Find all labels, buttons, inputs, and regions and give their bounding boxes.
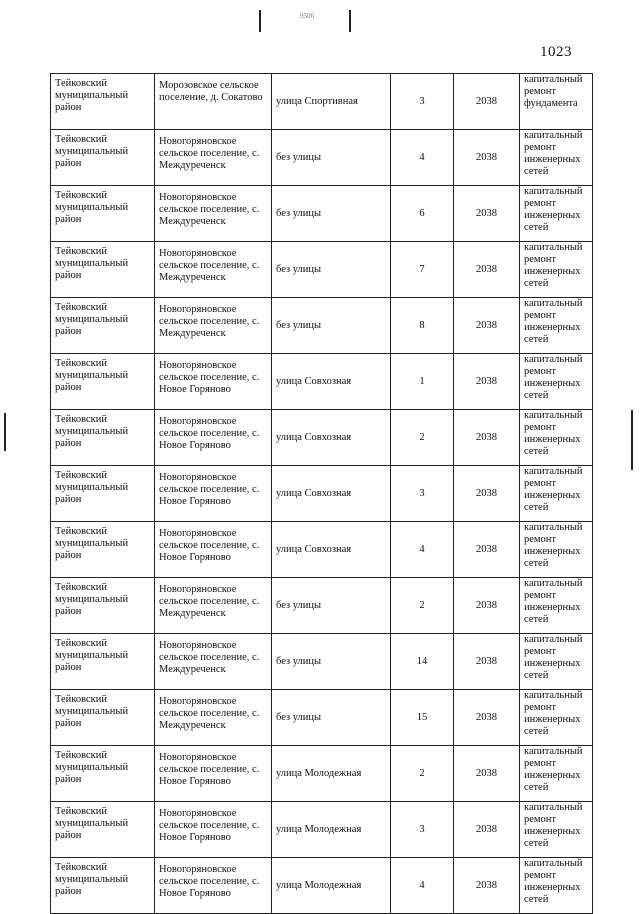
work-type-cell: капитальный ремонт инженерных сетей xyxy=(520,690,593,746)
district-cell: Тейковский муниципальный район xyxy=(51,74,155,130)
work-type-cell: капитальный ремонт инженерных сетей xyxy=(520,746,593,802)
year-cell: 2038 xyxy=(454,690,520,746)
work-type-cell: капитальный ремонт инженерных сетей xyxy=(520,130,593,186)
table-row xyxy=(51,466,593,522)
street-cell: без улицы xyxy=(272,186,391,242)
scan-mark-left xyxy=(4,413,6,451)
house-number-cell: 4 xyxy=(391,522,454,578)
table-row xyxy=(51,130,593,186)
street-cell: улица Молодежная xyxy=(272,858,391,914)
house-number-cell: 1 xyxy=(391,354,454,410)
district-cell: Тейковский муниципальный район xyxy=(51,690,155,746)
house-number-cell: 6 xyxy=(391,186,454,242)
house-number-cell: 2 xyxy=(391,410,454,466)
year-cell: 2038 xyxy=(454,242,520,298)
table-row xyxy=(51,802,593,858)
year-cell: 2038 xyxy=(454,130,520,186)
page-number: 1023 xyxy=(540,44,572,60)
scan-mark-right xyxy=(631,410,633,470)
year-cell: 2038 xyxy=(454,578,520,634)
year-cell: 2038 xyxy=(454,522,520,578)
work-type-cell: капитальный ремонт инженерных сетей xyxy=(520,466,593,522)
settlement-cell: Новогоряновское сельское поселение, с. Междуреченск xyxy=(155,690,272,746)
district-cell: Тейковский муниципальный район xyxy=(51,354,155,410)
settlement-cell: Новогоряновское сельское поселение, с. Новое Горяново xyxy=(155,522,272,578)
year-cell: 2038 xyxy=(454,186,520,242)
house-number-cell: 8 xyxy=(391,298,454,354)
year-cell: 2038 xyxy=(454,466,520,522)
street-cell: улица Совхозная xyxy=(272,354,391,410)
work-type-cell: капитальный ремонт инженерных сетей xyxy=(520,522,593,578)
district-cell: Тейковский муниципальный район xyxy=(51,634,155,690)
house-number-cell: 15 xyxy=(391,690,454,746)
district-cell: Тейковский муниципальный район xyxy=(51,858,155,914)
year-cell: 2038 xyxy=(454,858,520,914)
street-cell: без улицы xyxy=(272,130,391,186)
district-cell: Тейковский муниципальный район xyxy=(51,522,155,578)
district-cell: Тейковский муниципальный район xyxy=(51,298,155,354)
table-row xyxy=(51,634,593,690)
repair-schedule-table xyxy=(50,73,593,914)
house-number-cell: 4 xyxy=(391,858,454,914)
year-cell: 2038 xyxy=(454,746,520,802)
district-cell: Тейковский муниципальный район xyxy=(51,186,155,242)
street-cell: улица Совхозная xyxy=(272,466,391,522)
table-row xyxy=(51,690,593,746)
street-cell: улица Молодежная xyxy=(272,746,391,802)
table-row xyxy=(51,298,593,354)
work-type-cell: капитальный ремонт инженерных сетей xyxy=(520,578,593,634)
year-cell: 2038 xyxy=(454,634,520,690)
settlement-cell: Новогоряновское сельское поселение, с. Междуреченск xyxy=(155,242,272,298)
district-cell: Тейковский муниципальный район xyxy=(51,466,155,522)
work-type-cell: капитальный ремонт инженерных сетей xyxy=(520,354,593,410)
work-type-cell: капитальный ремонт инженерных сетей xyxy=(520,298,593,354)
year-cell: 2038 xyxy=(454,74,520,130)
district-cell: Тейковский муниципальный район xyxy=(51,578,155,634)
work-type-cell: капитальный ремонт инженерных сетей xyxy=(520,242,593,298)
table-row xyxy=(51,746,593,802)
work-type-cell: капитальный ремонт инженерных сетей xyxy=(520,634,593,690)
settlement-cell: Новогоряновское сельское поселение, с. Новое Горяново xyxy=(155,802,272,858)
district-cell: Тейковский муниципальный район xyxy=(51,410,155,466)
work-type-cell: капитальный ремонт фундамента xyxy=(520,74,593,130)
settlement-cell: Новогоряновское сельское поселение, с. Междуреченск xyxy=(155,634,272,690)
work-type-cell: капитальный ремонт инженерных сетей xyxy=(520,410,593,466)
district-cell: Тейковский муниципальный район xyxy=(51,130,155,186)
scan-mark-top-right xyxy=(349,10,351,32)
top-mark: 9506 xyxy=(300,12,314,20)
street-cell: улица Совхозная xyxy=(272,522,391,578)
settlement-cell: Новогоряновское сельское поселение, с. Новое Горяново xyxy=(155,858,272,914)
house-number-cell: 3 xyxy=(391,74,454,130)
settlement-cell: Новогоряновское сельское поселение, с. Междуреченск xyxy=(155,578,272,634)
street-cell: без улицы xyxy=(272,578,391,634)
settlement-cell: Новогоряновское сельское поселение, с. Междуреченск xyxy=(155,298,272,354)
street-cell: без улицы xyxy=(272,242,391,298)
year-cell: 2038 xyxy=(454,410,520,466)
district-cell: Тейковский муниципальный район xyxy=(51,242,155,298)
table-row xyxy=(51,74,593,130)
district-cell: Тейковский муниципальный район xyxy=(51,802,155,858)
table-row xyxy=(51,578,593,634)
settlement-cell: Новогоряновское сельское поселение, с. Междуреченск xyxy=(155,186,272,242)
street-cell: улица Совхозная xyxy=(272,410,391,466)
settlement-cell: Новогоряновское сельское поселение, с. Новое Горяново xyxy=(155,410,272,466)
settlement-cell: Новогоряновское сельское поселение, с. Новое Горяново xyxy=(155,746,272,802)
table-row xyxy=(51,186,593,242)
year-cell: 2038 xyxy=(454,802,520,858)
scan-mark-top-left xyxy=(259,10,261,32)
street-cell: без улицы xyxy=(272,634,391,690)
street-cell: без улицы xyxy=(272,690,391,746)
year-cell: 2038 xyxy=(454,298,520,354)
settlement-cell: Новогоряновское сельское поселение, с. Новое Горяново xyxy=(155,466,272,522)
work-type-cell: капитальный ремонт инженерных сетей xyxy=(520,802,593,858)
table-row xyxy=(51,242,593,298)
street-cell: без улицы xyxy=(272,298,391,354)
house-number-cell: 4 xyxy=(391,130,454,186)
house-number-cell: 3 xyxy=(391,802,454,858)
work-type-cell: капитальный ремонт инженерных сетей xyxy=(520,858,593,914)
house-number-cell: 14 xyxy=(391,634,454,690)
house-number-cell: 2 xyxy=(391,578,454,634)
year-cell: 2038 xyxy=(454,354,520,410)
settlement-cell: Новогоряновское сельское поселение, с. Междуреченск xyxy=(155,130,272,186)
table-row xyxy=(51,858,593,914)
table-row xyxy=(51,522,593,578)
table-row xyxy=(51,354,593,410)
district-cell: Тейковский муниципальный район xyxy=(51,746,155,802)
table-row xyxy=(51,410,593,466)
work-type-cell: капитальный ремонт инженерных сетей xyxy=(520,186,593,242)
settlement-cell: Морозовское сельское поселение, д. Сокатово xyxy=(155,74,272,130)
street-cell: улица Молодежная xyxy=(272,802,391,858)
house-number-cell: 2 xyxy=(391,746,454,802)
street-cell: улица Спортивная xyxy=(272,74,391,130)
house-number-cell: 3 xyxy=(391,466,454,522)
settlement-cell: Новогоряновское сельское поселение, с. Новое Горяново xyxy=(155,354,272,410)
house-number-cell: 7 xyxy=(391,242,454,298)
